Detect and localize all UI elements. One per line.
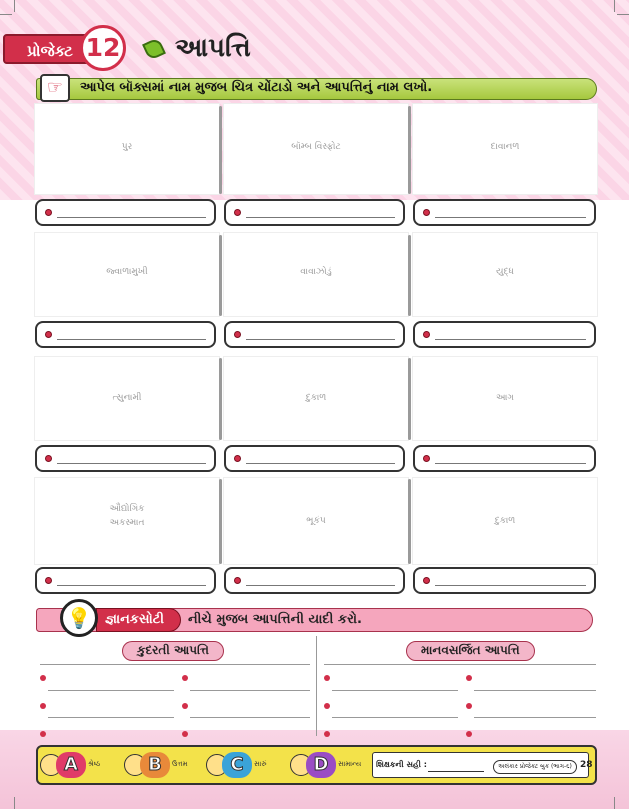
bullet-icon: [234, 331, 241, 338]
name-field[interactable]: [224, 445, 405, 472]
photo-cell[interactable]: [413, 478, 597, 564]
cell-label: પુર: [121, 142, 133, 152]
name-field[interactable]: [35, 199, 216, 226]
column-divider: [408, 106, 411, 194]
photo-cell[interactable]: [224, 357, 408, 440]
write-line: [435, 585, 586, 586]
bullet-icon: [466, 703, 472, 709]
book-name: અલંકાર પ્રોજેક્ટ બુક (ભાગ-૬): [493, 760, 577, 774]
grade-letter: A: [56, 752, 86, 778]
crop-mark: [14, 0, 15, 12]
knowledge-instruction: નીચે મુજબ આપત્તિની યાદી કરો.: [188, 612, 362, 627]
column-divider: [219, 479, 222, 564]
column-divider: [408, 358, 411, 440]
column-divider: [316, 636, 317, 736]
crop-mark: [614, 0, 615, 12]
list-entry[interactable]: [190, 690, 310, 691]
bullet-icon: [324, 675, 330, 681]
name-field[interactable]: [413, 321, 596, 348]
column-divider: [219, 358, 222, 440]
project-label: પ્રોજેક્ટ: [3, 34, 119, 64]
list-entry[interactable]: [474, 717, 596, 718]
sign-line: [428, 771, 484, 772]
cell-label: બૉમ્બ વિસ્ફોટ: [291, 142, 341, 152]
bullet-icon: [466, 675, 472, 681]
manmade-disaster-heading: માનવસર્જિત આપત્તિ: [406, 641, 535, 661]
write-line: [57, 463, 206, 464]
bullet-icon: [45, 331, 52, 338]
write-line: [246, 339, 395, 340]
cell-label: જ્વાળામુખી: [106, 267, 148, 277]
list-line: [40, 664, 310, 665]
cell-label: દુકાળ: [494, 516, 516, 526]
column-divider: [219, 235, 222, 316]
photo-cell[interactable]: [35, 233, 219, 316]
bullet-icon: [40, 731, 46, 737]
name-field[interactable]: [35, 567, 216, 594]
grade-letter: D: [306, 752, 336, 778]
cell-label: ત્સુનામી: [112, 393, 142, 403]
write-line: [246, 217, 395, 218]
grade-word: શ્રેષ્ઠ: [88, 760, 101, 768]
grade-word: સામાન્ય: [338, 760, 362, 768]
cell-label: ઔદ્યોગિક અકસ્માત: [109, 504, 145, 528]
write-line: [435, 339, 586, 340]
list-line: [324, 664, 596, 665]
grade-word: સારું: [254, 760, 267, 768]
list-entry[interactable]: [48, 717, 174, 718]
bullet-icon: [182, 703, 188, 709]
name-field[interactable]: [224, 199, 405, 226]
cell-label: વાવાઝોડું: [300, 267, 332, 277]
photo-cell[interactable]: [224, 104, 408, 194]
crop-mark: [14, 797, 15, 809]
photo-cell[interactable]: [413, 104, 597, 194]
bullet-icon: [324, 703, 330, 709]
list-entry[interactable]: [474, 690, 596, 691]
name-field[interactable]: [35, 445, 216, 472]
bullet-icon: [324, 731, 330, 737]
cell-label: આગ: [495, 393, 515, 403]
bullet-icon: [234, 577, 241, 584]
column-divider: [219, 106, 222, 194]
bullet-icon: [182, 731, 188, 737]
write-line: [435, 217, 586, 218]
column-divider: [408, 479, 411, 564]
name-field[interactable]: [224, 567, 405, 594]
name-field[interactable]: [413, 445, 596, 472]
cell-label: યુદ્ધ: [496, 267, 514, 277]
bullet-icon: [40, 703, 46, 709]
photo-cell[interactable]: [35, 104, 219, 194]
bullet-icon: [234, 209, 241, 216]
name-field[interactable]: [224, 321, 405, 348]
bullet-icon: [423, 577, 430, 584]
write-line: [57, 339, 206, 340]
write-line: [57, 217, 206, 218]
project-number: 12: [80, 25, 126, 71]
write-line: [57, 585, 206, 586]
name-field[interactable]: [413, 567, 596, 594]
crop-mark: [614, 797, 615, 809]
photo-cell[interactable]: [413, 357, 597, 440]
bullet-icon: [234, 455, 241, 462]
knowledge-chip: જ્ઞાનકસોટી: [96, 608, 181, 632]
crop-mark: [0, 14, 12, 15]
list-entry[interactable]: [190, 717, 310, 718]
list-entry[interactable]: [48, 690, 174, 691]
list-entry[interactable]: [332, 690, 458, 691]
grade-word: ઉત્તમ: [172, 760, 188, 768]
bullet-icon: [182, 675, 188, 681]
pointing-hand-icon: ☞: [40, 74, 70, 102]
teacher-sign-label: શિક્ષકની સહી :: [376, 760, 427, 769]
photo-cell[interactable]: [413, 233, 597, 316]
photo-cell[interactable]: [224, 478, 408, 564]
bullet-icon: [45, 209, 52, 216]
photo-cell[interactable]: [224, 233, 408, 316]
natural-disaster-heading: કુદરતી આપત્તિ: [122, 641, 224, 661]
grade-letter: C: [222, 752, 252, 778]
write-line: [246, 463, 395, 464]
name-field[interactable]: [35, 321, 216, 348]
cell-label: દાવાનળ: [490, 142, 520, 152]
photo-cell[interactable]: [35, 478, 219, 564]
page-number: 28: [580, 760, 593, 770]
bullet-icon: [423, 455, 430, 462]
bullet-icon: [45, 577, 52, 584]
lightbulb-icon: 💡: [60, 599, 98, 637]
bullet-icon: [466, 731, 472, 737]
list-entry[interactable]: [332, 717, 458, 718]
page-title: આપત્તિ: [175, 33, 251, 63]
cell-label: ભૂકંપ: [306, 516, 326, 526]
bullet-icon: [423, 331, 430, 338]
name-field[interactable]: [413, 199, 596, 226]
grade-letter: B: [140, 752, 170, 778]
write-line: [435, 463, 586, 464]
bullet-icon: [423, 209, 430, 216]
photo-cell[interactable]: [35, 357, 219, 440]
write-line: [246, 585, 395, 586]
instruction-text: આપેલ બૉક્સમાં નામ મુજબ ચિત્ર ચોંટાડો અને આપત્તિનું નામ લખો.: [80, 80, 433, 95]
cell-label: દુકાળ: [305, 393, 327, 403]
column-divider: [408, 235, 411, 316]
bullet-icon: [45, 455, 52, 462]
crop-mark: [617, 14, 629, 15]
bullet-icon: [40, 675, 46, 681]
